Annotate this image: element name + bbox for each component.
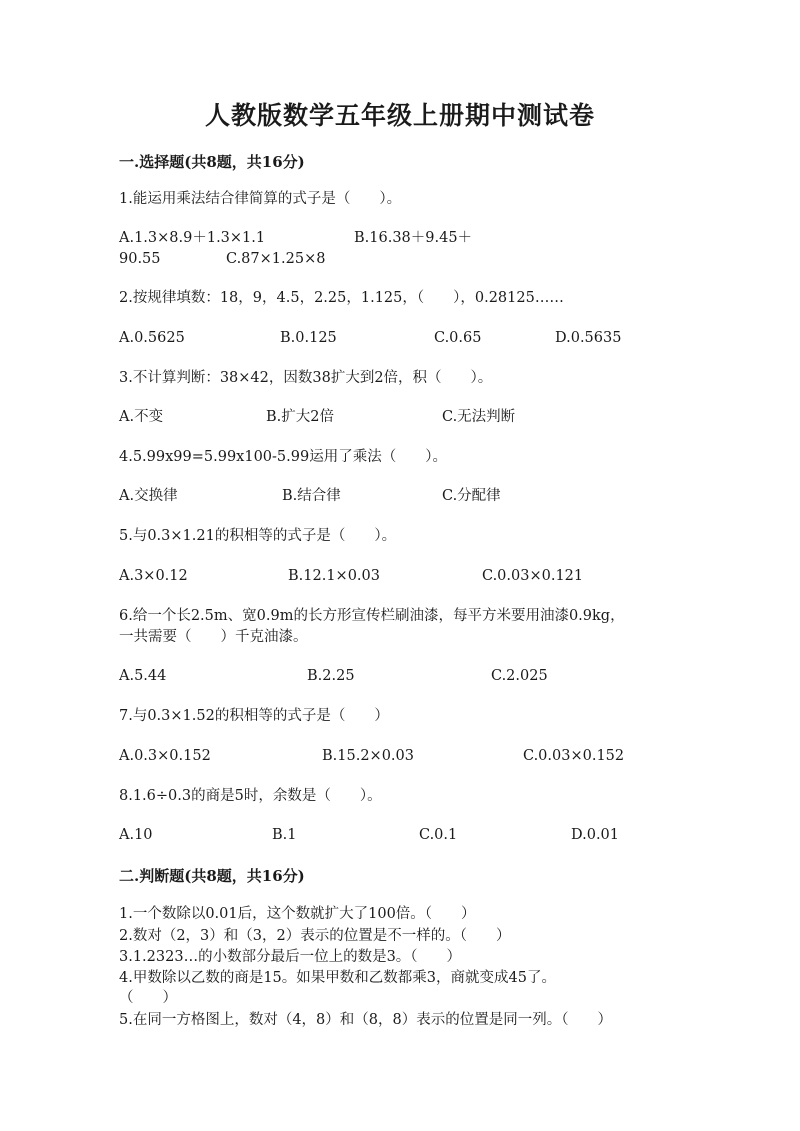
- judge-question-4-line-2: （ ）: [119, 990, 177, 1006]
- question-3-stem: 3.不计算判断：38×42，因数38扩大到2倍，积（ ）。: [119, 370, 493, 386]
- question-3-option-c: C.无法判断: [442, 409, 516, 425]
- question-4-stem: 4.5.99x99=5.99x100-5.99运用了乘法（ ）。: [119, 449, 447, 465]
- question-7-stem: 7.与0.3×1.52的积相等的式子是（ ）: [119, 708, 389, 724]
- question-8-option-b: B.1: [272, 827, 297, 843]
- question-5-option-c: C.0.03×0.121: [482, 568, 584, 584]
- judge-question-3: 3.1.2323…的小数部分最后一位上的数是3。（ ）: [119, 949, 462, 965]
- judge-question-5: 5.在同一方格图上，数对（4，8）和（8，8）表示的位置是同一列。（ ）: [119, 1012, 612, 1028]
- question-6-stem-line-2: 一共需要（ ）千克油漆。: [119, 629, 308, 645]
- question-2-option-a: A.0.5625: [119, 330, 185, 346]
- question-5-stem: 5.与0.3×1.21的积相等的式子是（ ）。: [119, 528, 397, 544]
- question-5-option-b: B.12.1×0.03: [288, 568, 380, 584]
- question-6-option-c: C.2.025: [491, 668, 548, 684]
- question-4-option-a: A.交换律: [119, 488, 178, 504]
- question-1-stem: 1.能运用乘法结合律简算的式子是（ ）。: [119, 191, 402, 207]
- question-2-option-c: C.0.65: [434, 330, 482, 346]
- question-4-option-c: C.分配律: [442, 488, 501, 504]
- section-heading-choice: 一.选择题(共8题，共16分): [119, 153, 305, 171]
- question-5-option-a: A.3×0.12: [119, 568, 188, 584]
- question-6-stem-line-1: 6.给一个长2.5m、宽0.9m的长方形宣传栏刷油漆，每平方米要用油漆0.9kg，: [119, 608, 625, 624]
- judge-question-1: 1.一个数除以0.01后，这个数就扩大了100倍。（ ）: [119, 906, 476, 922]
- question-7-option-c: C.0.03×0.152: [523, 748, 625, 764]
- page-title: 人教版数学五年级上册期中测试卷: [204, 101, 595, 130]
- question-7-option-a: A.0.3×0.152: [119, 748, 211, 764]
- question-8-option-c: C.0.1: [419, 827, 458, 843]
- question-8-option-d: D.0.01: [571, 827, 620, 843]
- question-1-option-c: C.87×1.25×8: [226, 251, 326, 267]
- question-6-option-a: A.5.44: [119, 668, 167, 684]
- question-4-option-b: B.结合律: [282, 488, 341, 504]
- question-3-option-b: B.扩大2倍: [266, 409, 334, 425]
- question-1-option-b-continued: 90.55: [119, 251, 161, 267]
- question-7-option-b: B.15.2×0.03: [322, 748, 414, 764]
- question-8-stem: 8.1.6÷0.3的商是5时，余数是（ ）。: [119, 788, 382, 804]
- question-1-option-b: B.16.38＋9.45＋: [354, 230, 473, 246]
- question-2-option-b: B.0.125: [280, 330, 337, 346]
- section-heading-judge: 二.判断题(共8题，共16分): [119, 867, 305, 885]
- question-2-option-d: D.0.5635: [555, 330, 622, 346]
- question-6-option-b: B.2.25: [307, 668, 355, 684]
- judge-question-2: 2.数对（2，3）和（3，2）表示的位置是不一样的。（ ）: [119, 928, 511, 944]
- question-3-option-a: A.不变: [119, 409, 164, 425]
- judge-question-4-line-1: 4.甲数除以乙数的商是15。如果甲数和乙数都乘3，商就变成45了。: [119, 970, 556, 986]
- question-1-option-a: A.1.3×8.9＋1.3×1.1: [119, 230, 266, 246]
- question-2-stem: 2.按规律填数：18，9，4.5，2.25，1.125，（ ），0.28125……: [119, 290, 564, 306]
- question-8-option-a: A.10: [119, 827, 153, 843]
